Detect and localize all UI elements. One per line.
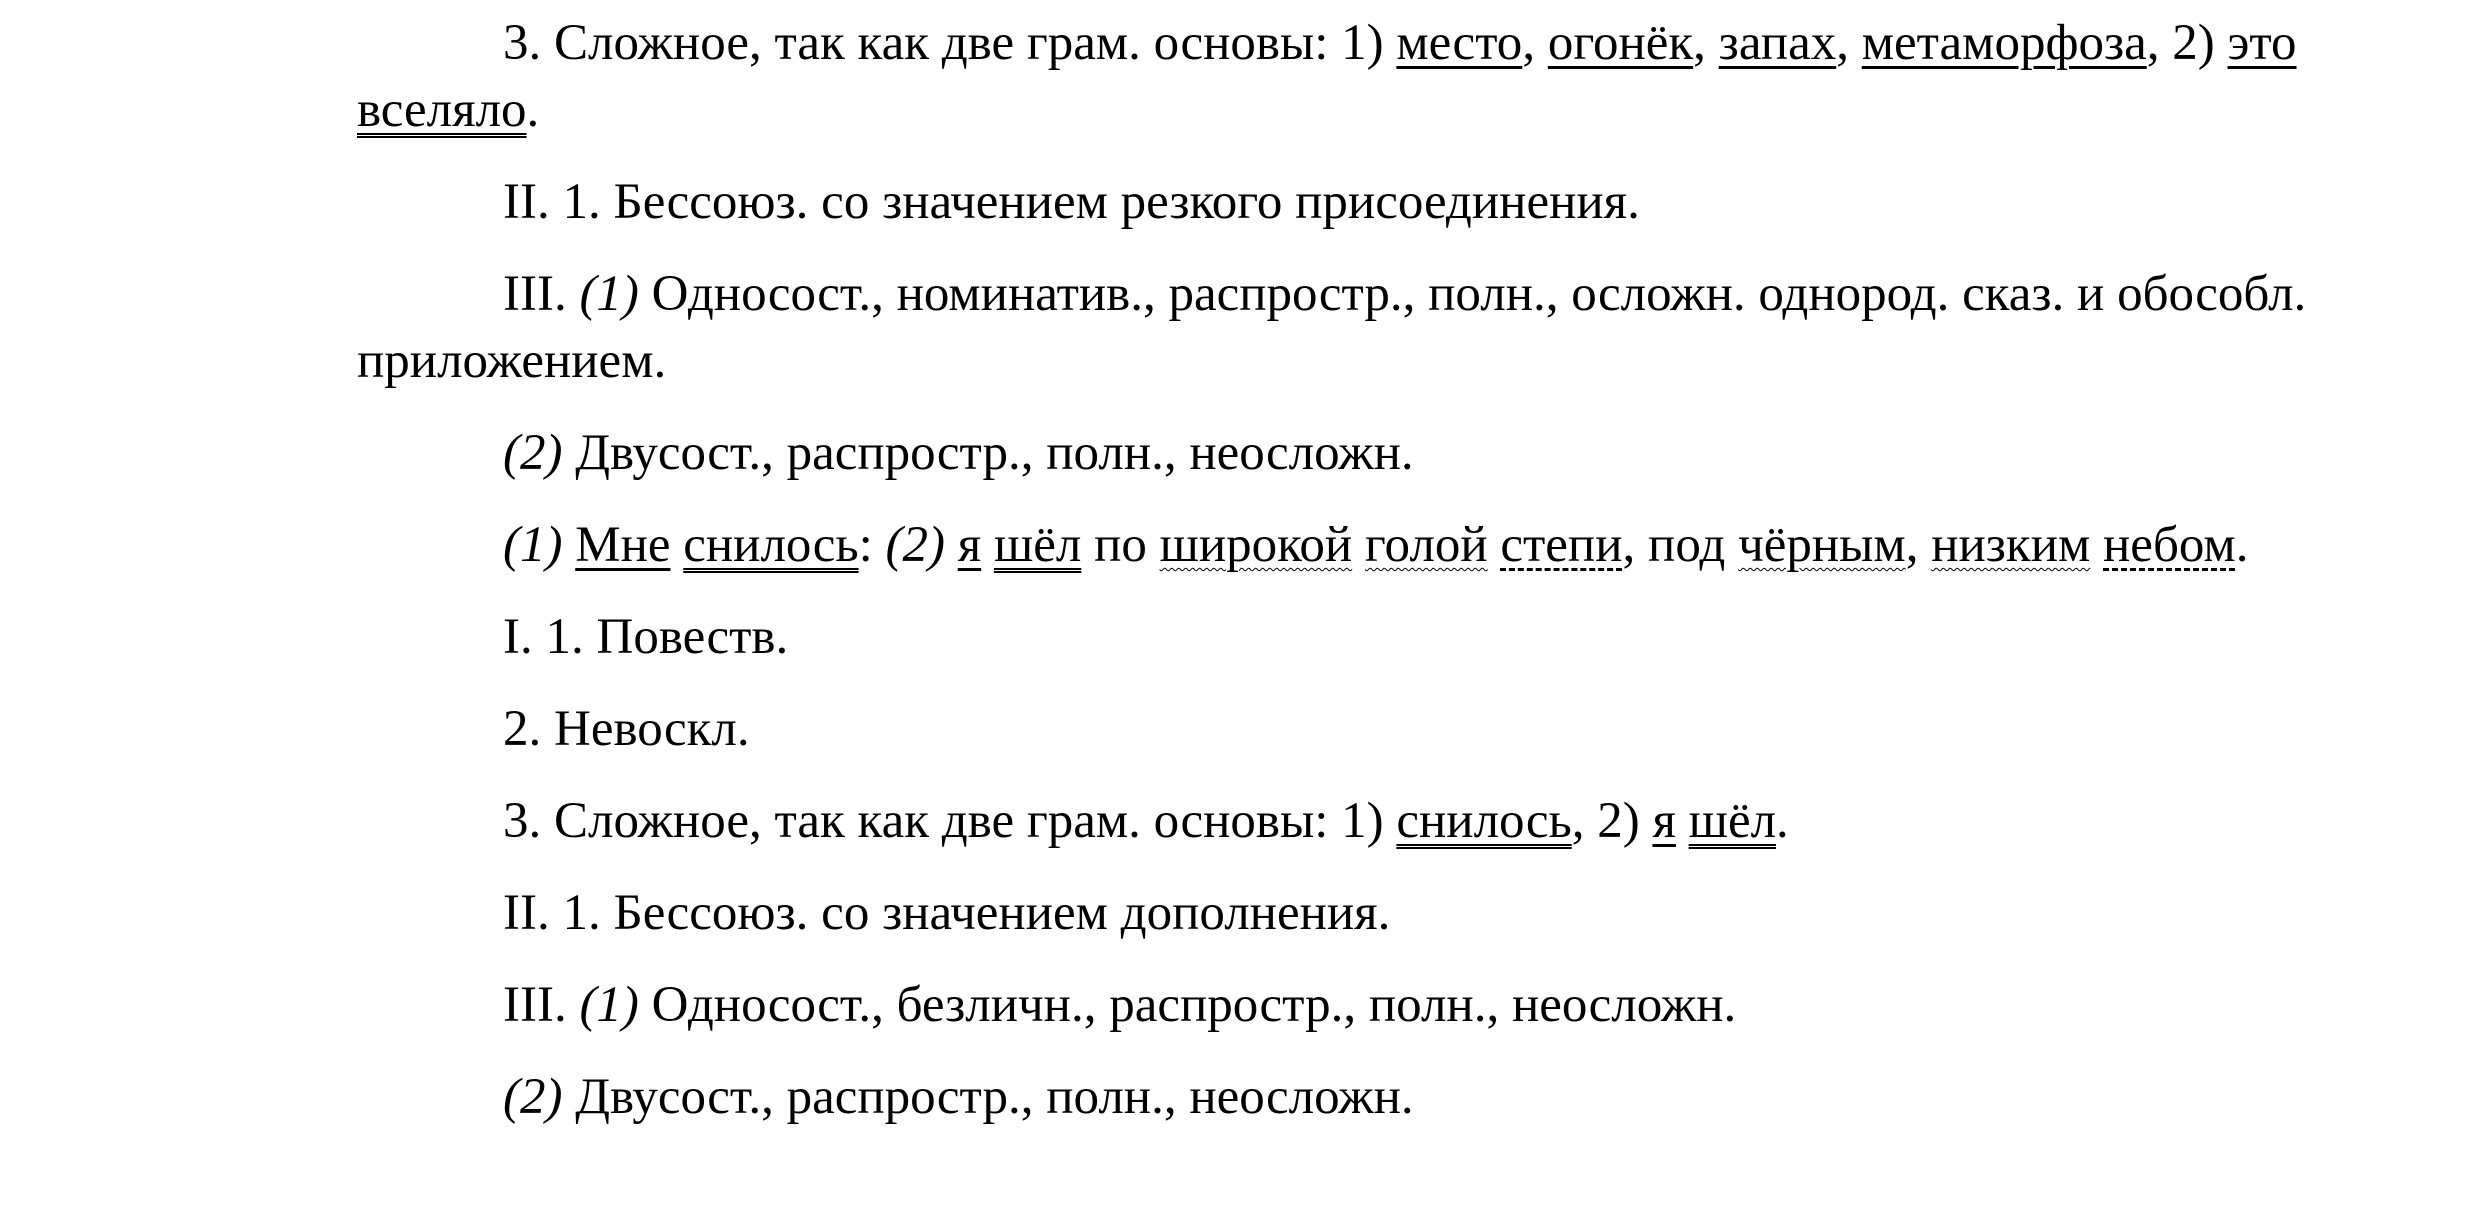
paragraph <box>357 972 2347 1039</box>
paragraph <box>357 1064 2347 1131</box>
predicate-word: снилось <box>683 517 859 573</box>
sentence-number: (1) <box>579 266 639 322</box>
paragraph <box>357 696 2347 763</box>
text-run <box>1488 517 1501 573</box>
text-run: . <box>526 82 540 138</box>
text-run <box>1352 517 1365 573</box>
text-run: Двусост., распростр., полн., неосложн. <box>562 425 1414 481</box>
subject-word: метаморфоза <box>1861 15 2147 71</box>
sentence-number: (1) <box>503 517 563 573</box>
sentence-number: (1) <box>579 977 639 1033</box>
text-run <box>1676 793 1689 849</box>
paragraph <box>357 10 2347 144</box>
text-run <box>2090 517 2103 573</box>
predicate-word: шёл <box>1688 793 1777 849</box>
text-run: . <box>1776 793 1789 849</box>
text-run: Односост., безличн., распростр., полн., неосложн. <box>638 977 1737 1033</box>
object-word: степи <box>1500 517 1623 573</box>
subject-word: огонёк <box>1547 15 1694 71</box>
attribute-word: широкой <box>1159 517 1353 573</box>
object-word: небом <box>2103 517 2236 573</box>
sentence-number: (2) <box>503 1069 563 1125</box>
text-run: II. 1. Бессоюз. со значением резкого присоединения. <box>503 174 1640 230</box>
text-run: , под <box>1622 517 1739 573</box>
predicate-word: вселяло <box>357 82 527 138</box>
attribute-word: чёрным <box>1738 517 1906 573</box>
text-run <box>671 517 684 573</box>
paragraph <box>357 880 2347 947</box>
text-run: : <box>858 517 886 573</box>
text-run: , <box>1905 517 1932 573</box>
subject-word: место <box>1396 15 1523 71</box>
document-page <box>357 10 2347 1131</box>
text-run: , <box>1522 15 1548 71</box>
text-run: , 2) <box>2146 15 2228 71</box>
subject-word: я <box>957 517 982 573</box>
attribute-word: голой <box>1364 517 1488 573</box>
subject-word: запах <box>1718 15 1837 71</box>
text-run: Двусост., распростр., полн., неосложн. <box>562 1069 1414 1125</box>
sentence-number: (2) <box>885 517 945 573</box>
text-run: II. 1. Бессоюз. со значением дополнения. <box>503 885 1391 941</box>
text-run <box>981 517 994 573</box>
text-run <box>945 517 958 573</box>
text-run: 2. Невоскл. <box>503 701 750 757</box>
text-run: , <box>1693 15 1719 71</box>
paragraph <box>357 512 2347 579</box>
text-run: . <box>2235 517 2249 573</box>
paragraph <box>357 788 2347 855</box>
text-run: 3. Сложное, так как две грам. основы: 1) <box>503 793 1397 849</box>
subject-word: это <box>2227 15 2297 71</box>
paragraph <box>357 604 2347 671</box>
text-run: III. <box>503 266 580 322</box>
subject-word: я <box>1652 793 1676 849</box>
subject-word: Мне <box>575 517 671 573</box>
text-run: , 2) <box>1571 793 1653 849</box>
paragraph <box>357 169 2347 236</box>
text-run: по <box>1081 517 1160 573</box>
paragraph <box>357 261 2347 395</box>
paragraph <box>357 420 2347 487</box>
predicate-word: шёл <box>993 517 1082 573</box>
text-run: Односост., номинатив., распростр., полн., осложн. однород. сказ. и обособл. приложением. <box>357 266 2307 389</box>
attribute-word: низким <box>1931 517 2091 573</box>
text-run <box>562 517 575 573</box>
text-run: III. <box>503 977 580 1033</box>
predicate-word: снилось <box>1396 793 1572 849</box>
text-run: 3. Сложное, так как две грам. основы: 1) <box>503 15 1397 71</box>
text-run: I. 1. Повеств. <box>503 609 789 665</box>
text-run: , <box>1836 15 1862 71</box>
sentence-number: (2) <box>503 425 563 481</box>
